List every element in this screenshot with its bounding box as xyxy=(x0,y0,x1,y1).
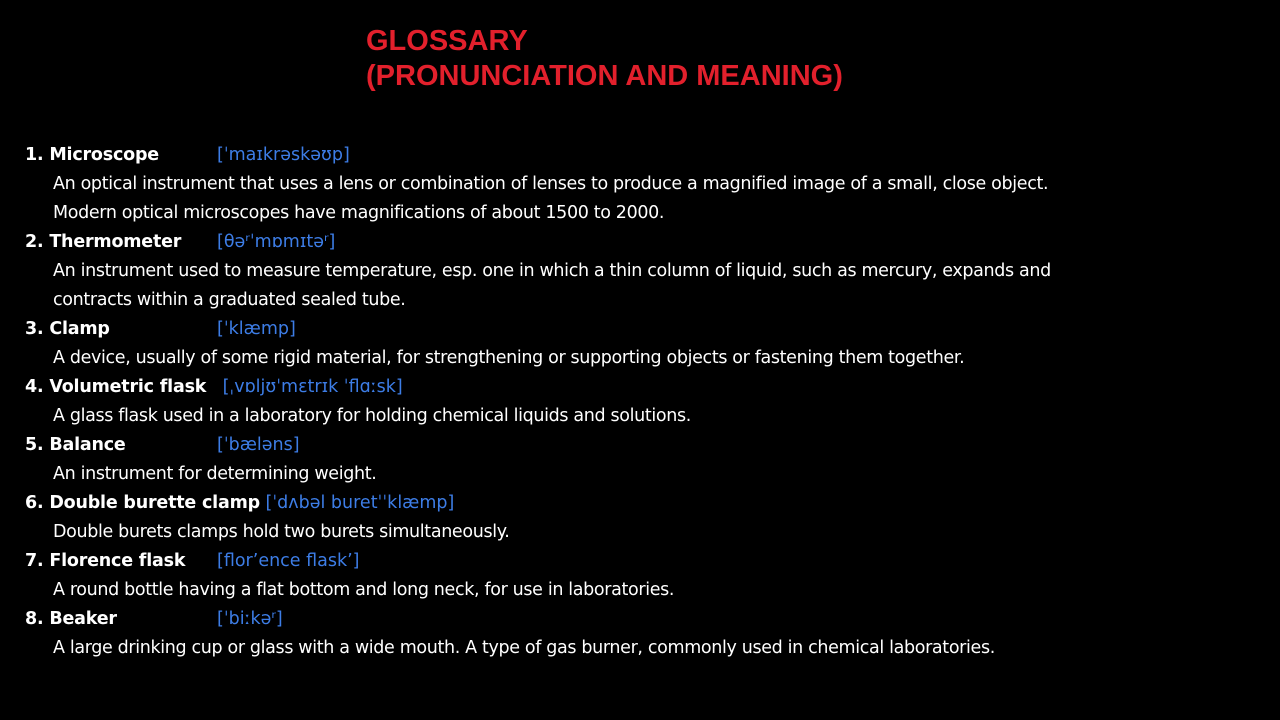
entry-definition xyxy=(53,257,1265,315)
entry-pronunciation: [flor’ence flask’] xyxy=(217,551,360,571)
entry-definition xyxy=(53,576,1265,605)
title-line-2: (PRONUNCIATION AND MEANING) xyxy=(366,60,843,92)
entry-definition xyxy=(53,344,1265,373)
glossary-entry xyxy=(25,315,1265,373)
entry-definition xyxy=(53,518,1265,547)
page-title xyxy=(366,24,843,94)
entry-header xyxy=(25,373,1265,402)
entry-term: 6. Double burette clamp xyxy=(25,493,260,513)
definition-line: An instrument for determining weight. xyxy=(53,464,377,484)
entry-header xyxy=(25,605,1265,634)
entry-term: 8. Beaker xyxy=(25,609,117,629)
entry-pronunciation: [ˈmaɪkrəskəʊp] xyxy=(217,145,350,165)
entry-pronunciation: [θəʳˈmɒmɪtəʳ] xyxy=(217,232,336,252)
entry-definition xyxy=(53,634,1265,663)
glossary-entry xyxy=(25,228,1265,315)
definition-line: A large drinking cup or glass with a wide mouth. A type of gas burner, commonly used in chemical laboratories. xyxy=(53,638,995,658)
entry-header xyxy=(25,489,1265,518)
definition-line: An instrument used to measure temperature, esp. one in which a thin column of liquid, such as mercury, expands and xyxy=(53,261,1051,281)
definition-line: An optical instrument that uses a lens or combination of lenses to produce a magnified image of a small, close object. xyxy=(53,174,1049,194)
entry-term: 3. Clamp xyxy=(25,319,110,339)
entry-pronunciation: [ˈbiːkəʳ] xyxy=(217,609,283,629)
entry-header xyxy=(25,228,1265,257)
definition-line: contracts within a graduated sealed tube. xyxy=(53,290,406,310)
entry-definition xyxy=(53,170,1265,228)
entry-term: 2. Thermometer xyxy=(25,232,182,252)
entry-term: 4. Volumetric flask xyxy=(25,377,207,397)
entry-header xyxy=(25,141,1265,170)
definition-line: Double burets clamps hold two burets simultaneously. xyxy=(53,522,510,542)
glossary-entry xyxy=(25,605,1265,663)
glossary-entry xyxy=(25,141,1265,228)
entry-pronunciation: [ˈdʌbəl buretˈˈklæmp] xyxy=(265,493,455,513)
entry-definition xyxy=(53,460,1265,489)
entry-header xyxy=(25,547,1265,576)
glossary-entry xyxy=(25,431,1265,489)
glossary-list xyxy=(25,141,1265,663)
definition-line: A glass flask used in a laboratory for holding chemical liquids and solutions. xyxy=(53,406,691,426)
entry-header xyxy=(25,315,1265,344)
glossary-entry xyxy=(25,373,1265,431)
entry-term: 7. Florence flask xyxy=(25,551,186,571)
title-line-1: GLOSSARY xyxy=(366,25,528,57)
entry-definition xyxy=(53,402,1265,431)
entry-pronunciation: [ˌvɒljʊˈmɛtrɪk ˈflɑːsk] xyxy=(222,377,403,397)
glossary-entry xyxy=(25,489,1265,547)
definition-line: A device, usually of some rigid material, for strengthening or supporting objects or fastening them together. xyxy=(53,348,965,368)
entry-pronunciation: [ˈbæləns] xyxy=(217,435,300,455)
entry-header xyxy=(25,431,1265,460)
entry-term: 1. Microscope xyxy=(25,145,159,165)
glossary-entry xyxy=(25,547,1265,605)
entry-pronunciation: [ˈklæmp] xyxy=(217,319,296,339)
definition-line: A round bottle having a flat bottom and long neck, for use in laboratories. xyxy=(53,580,675,600)
entry-term: 5. Balance xyxy=(25,435,126,455)
definition-line: Modern optical microscopes have magnifications of about 1500 to 2000. xyxy=(53,203,665,223)
